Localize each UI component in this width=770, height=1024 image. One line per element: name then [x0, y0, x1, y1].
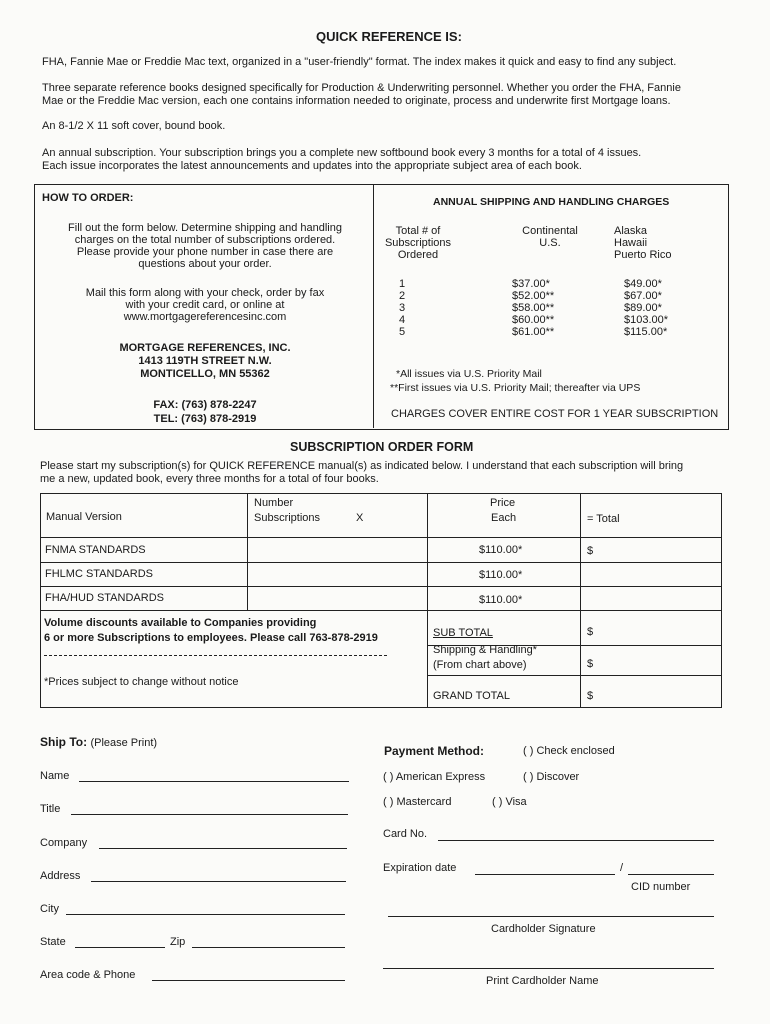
payment-heading: Payment Method:	[384, 744, 485, 758]
shipping-count: 1	[398, 278, 406, 290]
shipping-value: $	[587, 658, 594, 670]
intro-paragraph-3: An 8-1/2 X 11 soft cover, bound book.	[42, 120, 226, 132]
company-address	[40, 342, 370, 381]
contact-numbers	[40, 398, 370, 426]
header-manual-version: Manual Version	[46, 511, 122, 523]
subtotal-label: SUB TOTAL	[433, 627, 493, 639]
company-name: MORTGAGE REFERENCES, INC.	[119, 342, 291, 354]
ship-to-heading: Ship To:	[40, 735, 88, 749]
shipping-heading: ANNUAL SHIPPING AND HANDLING CHARGES	[433, 196, 670, 208]
header-each: Each	[491, 512, 517, 524]
shipping-us-column	[512, 278, 554, 338]
prices-note: *Prices subject to change without notice	[44, 676, 239, 688]
expiration-label: Expiration date	[383, 862, 457, 874]
shipping-ak-price: $49.00*	[624, 278, 662, 290]
cid-field[interactable]	[628, 874, 714, 875]
header-subscriptions: Subscriptions	[254, 512, 321, 524]
how-to-order-instructions	[40, 222, 370, 270]
instruction-line: charges on the total number of subscriptions ordered.	[74, 234, 336, 246]
grand-total-value: $	[587, 690, 594, 702]
col-header-line: Alaska	[614, 225, 648, 237]
ship-to-sub: (Please Print)	[90, 737, 158, 749]
page-title: QUICK REFERENCE IS:	[316, 29, 462, 44]
company-label: Company	[40, 837, 88, 849]
dashed-divider	[44, 655, 387, 656]
manual-total: $	[587, 545, 594, 557]
order-form-title: SUBSCRIPTION ORDER FORM	[290, 440, 474, 454]
manual-name: FHA/HUD STANDARDS	[45, 592, 164, 604]
shipping-us-price: $52.00**	[512, 290, 555, 302]
shipping-col-alaska	[614, 225, 671, 261]
shipping-col-count	[378, 225, 458, 261]
subtotal-value: $	[587, 626, 594, 638]
state-label: State	[40, 936, 66, 948]
shipping-us-price: $37.00*	[512, 278, 550, 290]
header-times: X	[356, 512, 364, 524]
header-total: = Total	[587, 513, 620, 525]
shipping-count: 4	[398, 314, 406, 326]
address-label: Address	[40, 870, 81, 882]
shipping-ak-price: $115.00*	[624, 326, 668, 338]
card-number-label: Card No.	[383, 828, 428, 840]
company-city: MONTICELLO, MN 55362	[140, 368, 270, 380]
col-header-line: Puerto Rico	[614, 249, 672, 261]
row-line	[40, 610, 721, 611]
print-name-field[interactable]	[383, 968, 714, 969]
mail-line: with your credit card, or online at	[125, 299, 285, 311]
phone-label: Area code & Phone	[40, 969, 136, 981]
how-to-order-heading: HOW TO ORDER:	[42, 192, 134, 204]
shipping-ak-price: $103.00*	[624, 314, 669, 326]
shipping-count: 3	[398, 302, 406, 314]
col-header-line: Ordered	[397, 249, 439, 261]
col-line	[427, 493, 428, 707]
header-number: Number	[254, 497, 294, 509]
company-street: 1413 119TH STREET N.W.	[138, 355, 272, 367]
shipping-note-1: *All issues via U.S. Priority Mail	[396, 368, 542, 380]
shipping-count: 2	[398, 290, 406, 302]
company-field[interactable]	[99, 848, 347, 849]
shipping-label: Shipping & Handling*	[433, 644, 537, 656]
box-divider	[373, 184, 374, 428]
shipping-count: 5	[398, 326, 406, 338]
header-price: Price	[490, 497, 516, 509]
shipping-note-2: **First issues via U.S. Priority Mail; thereafter via UPS	[390, 382, 641, 394]
col-line	[580, 493, 581, 707]
intro-paragraph-2b: Mae or the Freddie Mac version, each one contains information needed to originate, process and underwrite first Mortgage loans.	[42, 95, 671, 107]
row-line	[40, 586, 721, 587]
instruction-line: questions about your order.	[138, 258, 272, 270]
volume-discount-a: Volume discounts available to Companies providing	[44, 617, 317, 629]
grand-total-label: GRAND TOTAL	[433, 690, 511, 702]
city-label: City	[40, 903, 59, 915]
shipping-count-column	[392, 278, 412, 338]
row-line	[40, 562, 721, 563]
order-form-intro-a: Please start my subscription(s) for QUICK REFERENCE manual(s) as indicated below. I understand that each subscription will bring	[40, 460, 684, 472]
expiration-slash: /	[620, 862, 624, 874]
name-field[interactable]	[79, 781, 349, 782]
row-line	[40, 537, 721, 538]
zip-field[interactable]	[192, 947, 345, 948]
intro-paragraph-1: FHA, Fannie Mae or Freddie Mac text, organized in a "user-friendly" format. The index makes it quick and easy to find any subject.	[42, 56, 677, 68]
title-field[interactable]	[71, 814, 348, 815]
col-line	[247, 493, 248, 611]
shipping-us-price: $60.00**	[512, 314, 555, 326]
state-field[interactable]	[75, 947, 165, 948]
col-header-line: Continental	[522, 225, 578, 237]
amex-option[interactable]: ( ) American Express	[383, 771, 486, 783]
manual-price: $110.00*	[479, 544, 523, 556]
shipping-ak-price: $67.00*	[624, 290, 662, 302]
order-form-intro-b: me a new, updated book, every three months for a total of four books.	[40, 473, 379, 485]
phone-field[interactable]	[152, 980, 345, 981]
manual-name: FNMA STANDARDS	[45, 544, 146, 556]
ship-to-heading-row	[40, 735, 157, 749]
intro-paragraph-2a: Three separate reference books designed specifically for Production & Underwriting personnel. Whether you order the FHA, Fannie	[42, 82, 681, 94]
manual-name: FHLMC STANDARDS	[45, 568, 153, 580]
visa-option[interactable]: ( ) Visa	[492, 796, 527, 808]
mail-line: Mail this form along with your check, order by fax	[85, 287, 325, 299]
mail-instructions	[40, 287, 370, 323]
manual-price: $110.00*	[479, 569, 523, 581]
website-link[interactable]: www.mortgagereferencesinc.com	[123, 311, 287, 323]
intro-paragraph-4b: Each issue incorporates the latest announcements and updates into the appropriate subject area of each book.	[42, 160, 582, 172]
mastercard-option[interactable]: ( ) Mastercard	[383, 796, 452, 808]
expiration-field[interactable]	[475, 874, 615, 875]
row-line	[427, 675, 721, 676]
shipping-us-price: $58.00**	[512, 302, 555, 314]
shipping-ak-price: $89.00*	[624, 302, 662, 314]
shipping-us-price: $61.00**	[512, 326, 555, 338]
instruction-line: Please provide your phone number in case there are	[76, 246, 334, 258]
city-field[interactable]	[66, 914, 345, 915]
tel-number: TEL: (763) 878-2919	[153, 413, 257, 425]
shipping-sub-label: (From chart above)	[433, 659, 527, 671]
check-enclosed-option[interactable]: ( ) Check enclosed	[523, 745, 615, 757]
title-label: Title	[40, 803, 61, 815]
volume-discount-b: 6 or more Subscriptions to employees. Please call 763-878-2919	[44, 632, 378, 644]
card-number-field[interactable]	[438, 840, 714, 841]
print-name-label: Print Cardholder Name	[486, 975, 599, 987]
discover-option[interactable]: ( ) Discover	[523, 771, 580, 783]
instruction-line: Fill out the form below. Determine shipping and handling	[68, 222, 342, 234]
col-header-line: Subscriptions	[384, 237, 452, 249]
col-header-line: Total # of	[395, 225, 441, 237]
name-label: Name	[40, 770, 70, 782]
fax-number: FAX: (763) 878-2247	[153, 399, 257, 411]
col-header-line: U.S.	[539, 237, 561, 249]
cid-label: CID number	[631, 881, 691, 893]
shipping-col-continental	[505, 225, 595, 249]
signature-label: Cardholder Signature	[491, 923, 596, 935]
address-field[interactable]	[91, 881, 346, 882]
zip-label: Zip	[170, 936, 186, 948]
manual-price: $110.00*	[479, 594, 523, 606]
signature-field[interactable]	[388, 916, 714, 917]
shipping-ak-column	[624, 278, 668, 338]
col-header-line: Hawaii	[614, 237, 648, 249]
shipping-charges-note: CHARGES COVER ENTIRE COST FOR 1 YEAR SUBSCRIPTION	[391, 408, 719, 420]
intro-paragraph-4a: An annual subscription. Your subscription brings you a complete new softbound book every 3 months for a total of 4 issues.	[42, 147, 642, 159]
